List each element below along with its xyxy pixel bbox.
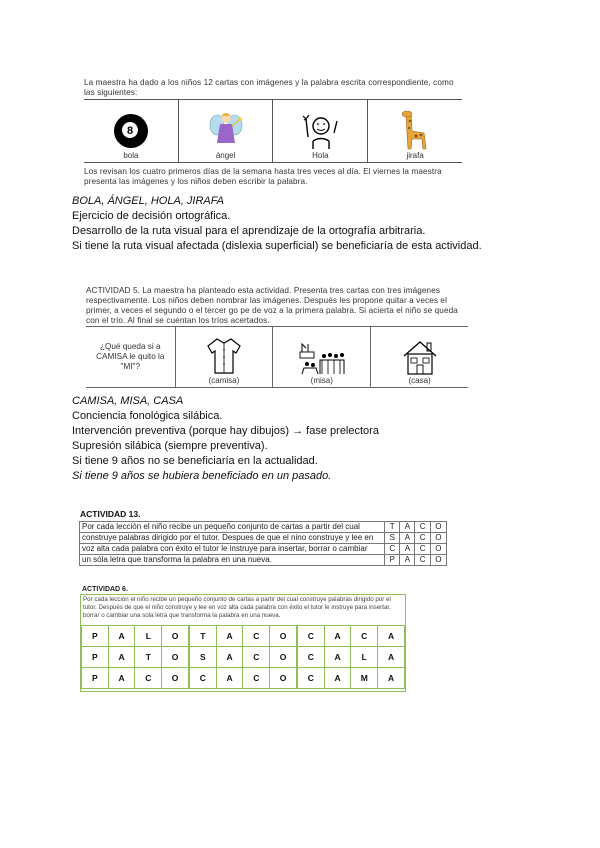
notes1-line-3: Si tiene la ruta visual afectada (dislexia superficial) se beneficiaría de esta actividad. (72, 240, 482, 252)
card-angel (178, 100, 273, 163)
act13-letter: C (415, 522, 430, 533)
act6-letter: C (243, 668, 270, 689)
act13-letter: O (430, 533, 446, 544)
notes2-italic-line: Si tiene 9 años se hubiera beneficiado en un pasado. (72, 470, 332, 482)
act6-letter: A (108, 647, 135, 668)
act6-letter: C (297, 668, 324, 689)
act6-letter: C (297, 647, 324, 668)
act6-letter: T (189, 626, 216, 647)
card-camisa (175, 327, 273, 388)
card-casa (371, 327, 468, 388)
act13-letter: A (400, 533, 415, 544)
act6-letter: O (162, 626, 189, 647)
block2-question: ¿Qué queda si a CAMISA le quito la "MI"? (86, 327, 175, 388)
act13-letter: O (430, 555, 446, 566)
card-label: ángel (215, 151, 236, 160)
act6-letter: A (378, 626, 405, 647)
card-label: (camisa) (208, 376, 240, 385)
act6-letter: C (189, 668, 216, 689)
card-hola (273, 100, 368, 163)
svg-text:8: 8 (126, 125, 133, 137)
card-label: jirafa (406, 151, 424, 160)
act6-letter: A (324, 626, 351, 647)
act6-letter: S (189, 647, 216, 668)
act13-letter: O (430, 522, 446, 533)
act13-letter: C (415, 544, 430, 555)
act13-letter: C (415, 555, 430, 566)
act13-title: ACTIVIDAD 13. (80, 509, 141, 519)
act13-line-4: un sóla letra que transforma la palabra en una nueva. (80, 555, 385, 566)
act6-letter: C (135, 668, 162, 689)
act6-text: Por cada lección el niño recibe un pequeño conjunto de cartas a partir del cual construye palabras dirigido por el tutor. Después de que el niño construye y lee en voz alta cada palabra con éxito el tutor le instruye para insertar, borrar o cambiar una sola letra que transforma la palabra en una nueva. (83, 596, 391, 619)
notes2-line-2: Intervención preventiva (porque hay dibujos) → fase prelectora (72, 425, 379, 437)
act6-letter: O (270, 626, 297, 647)
notes2-line-3: Supresión silábica (siempre preventiva). (72, 440, 268, 452)
act6-letter: L (351, 647, 378, 668)
act6-letter: C (351, 626, 378, 647)
notes1-line-2: Desarrollo de la ruta visual para el aprendizaje de la ortografía arbitraria. (72, 225, 426, 237)
act6-letter: A (216, 647, 243, 668)
act6-letter: O (270, 647, 297, 668)
notes1-title: BOLA, ÁNGEL, HOLA, JIRAFA (72, 195, 225, 207)
act6-panel (80, 594, 406, 692)
act13-letter: A (400, 555, 415, 566)
block2-text: ACTIVIDAD 5. La maestra ha planteado esta actividad. Presenta tres cartas con tres imágenes respectivamente. Los niños deben nombrar las imágenes. Después les propone quitar a veces el primer, a veces el segundo o el tercer go pe de voz a la primera palabra. Si acierta el niño se queda con el trío. Al final se cuentan los tríos acertados. (86, 286, 458, 325)
act13-line-1: Por cada lección el niño recibe un pequeño conjunto de cartas a partir del cual (80, 522, 385, 533)
act13-line-3: voz alta cada palabra con éxito el tutor le instruye para insertar, borrar o cambiar (80, 544, 385, 555)
act6-letter: A (108, 626, 135, 647)
notes1-line-1: Ejercicio de decisión ortográfica. (72, 210, 231, 222)
act6-letter: A (216, 626, 243, 647)
act6-letter: P (82, 647, 109, 668)
card-bola (84, 100, 178, 163)
church-mass-icon (298, 340, 346, 376)
act6-letter: L (135, 626, 162, 647)
act6-row (82, 626, 405, 647)
card-label: Hola (312, 151, 329, 160)
act6-letter: A (108, 668, 135, 689)
act13-letter: T (385, 522, 400, 533)
act6-title: ACTIVIDAD 6. (82, 586, 128, 593)
act6-letter: T (135, 647, 162, 668)
act6-letter: A (216, 668, 243, 689)
act13-letter: A (400, 544, 415, 555)
act6-row (82, 668, 405, 689)
act13-letter: P (385, 555, 400, 566)
angel-icon (208, 109, 244, 151)
block2-cards-table (86, 326, 468, 388)
block1-outro: Los revisan los cuatro primeros días de la semana hasta tres veces al día. El viernes la maestra presenta las imágenes y los niños deben escribir la palabra. (84, 167, 442, 186)
block1-cards-table (84, 99, 462, 163)
card-label: (casa) (408, 376, 431, 385)
act6-letter: A (324, 647, 351, 668)
house-icon (400, 338, 440, 376)
card-jirafa (368, 100, 462, 163)
act6-letter: O (162, 668, 189, 689)
act6-letter: C (243, 647, 270, 668)
notes2-title: CAMISA, MISA, CASA (72, 395, 184, 407)
card-misa (273, 327, 371, 388)
act13-letter: C (415, 533, 430, 544)
shirt-icon (205, 336, 243, 376)
notes2-line-1: Conciencia fonológica silábica. (72, 410, 223, 422)
act6-letter: O (162, 647, 189, 668)
waving-man-icon (300, 111, 340, 151)
act6-letter: O (270, 668, 297, 689)
act13-table (79, 521, 447, 566)
act13-line-2: construye palabras dirigido por el tutor. Despues de que el nino construye y lee en (80, 533, 385, 544)
act6-grid (81, 625, 405, 689)
act6-letter: C (297, 626, 324, 647)
act6-letter: M (351, 668, 378, 689)
act6-letter: A (324, 668, 351, 689)
card-label: bola (123, 151, 139, 160)
act13-letter: C (385, 544, 400, 555)
act13-letter: S (385, 533, 400, 544)
notes2-line-4: Si tiene 9 años no se beneficiaría en la actualidad. (72, 455, 318, 467)
act6-letter: P (82, 626, 109, 647)
act13-letter: A (400, 522, 415, 533)
card-label: (misa) (310, 376, 333, 385)
act6-letter: P (82, 668, 109, 689)
giraffe-icon (398, 109, 432, 151)
act6-letter: C (243, 626, 270, 647)
billiard-ball-icon (111, 111, 151, 151)
act6-letter: A (378, 647, 405, 668)
act6-row (82, 647, 405, 668)
block1-intro: La maestra ha dado a los niños 12 cartas con imágenes y la palabra escrita correspondiente, como las siguientes: (84, 78, 454, 97)
act13-letter: O (430, 544, 446, 555)
act6-letter: A (378, 668, 405, 689)
